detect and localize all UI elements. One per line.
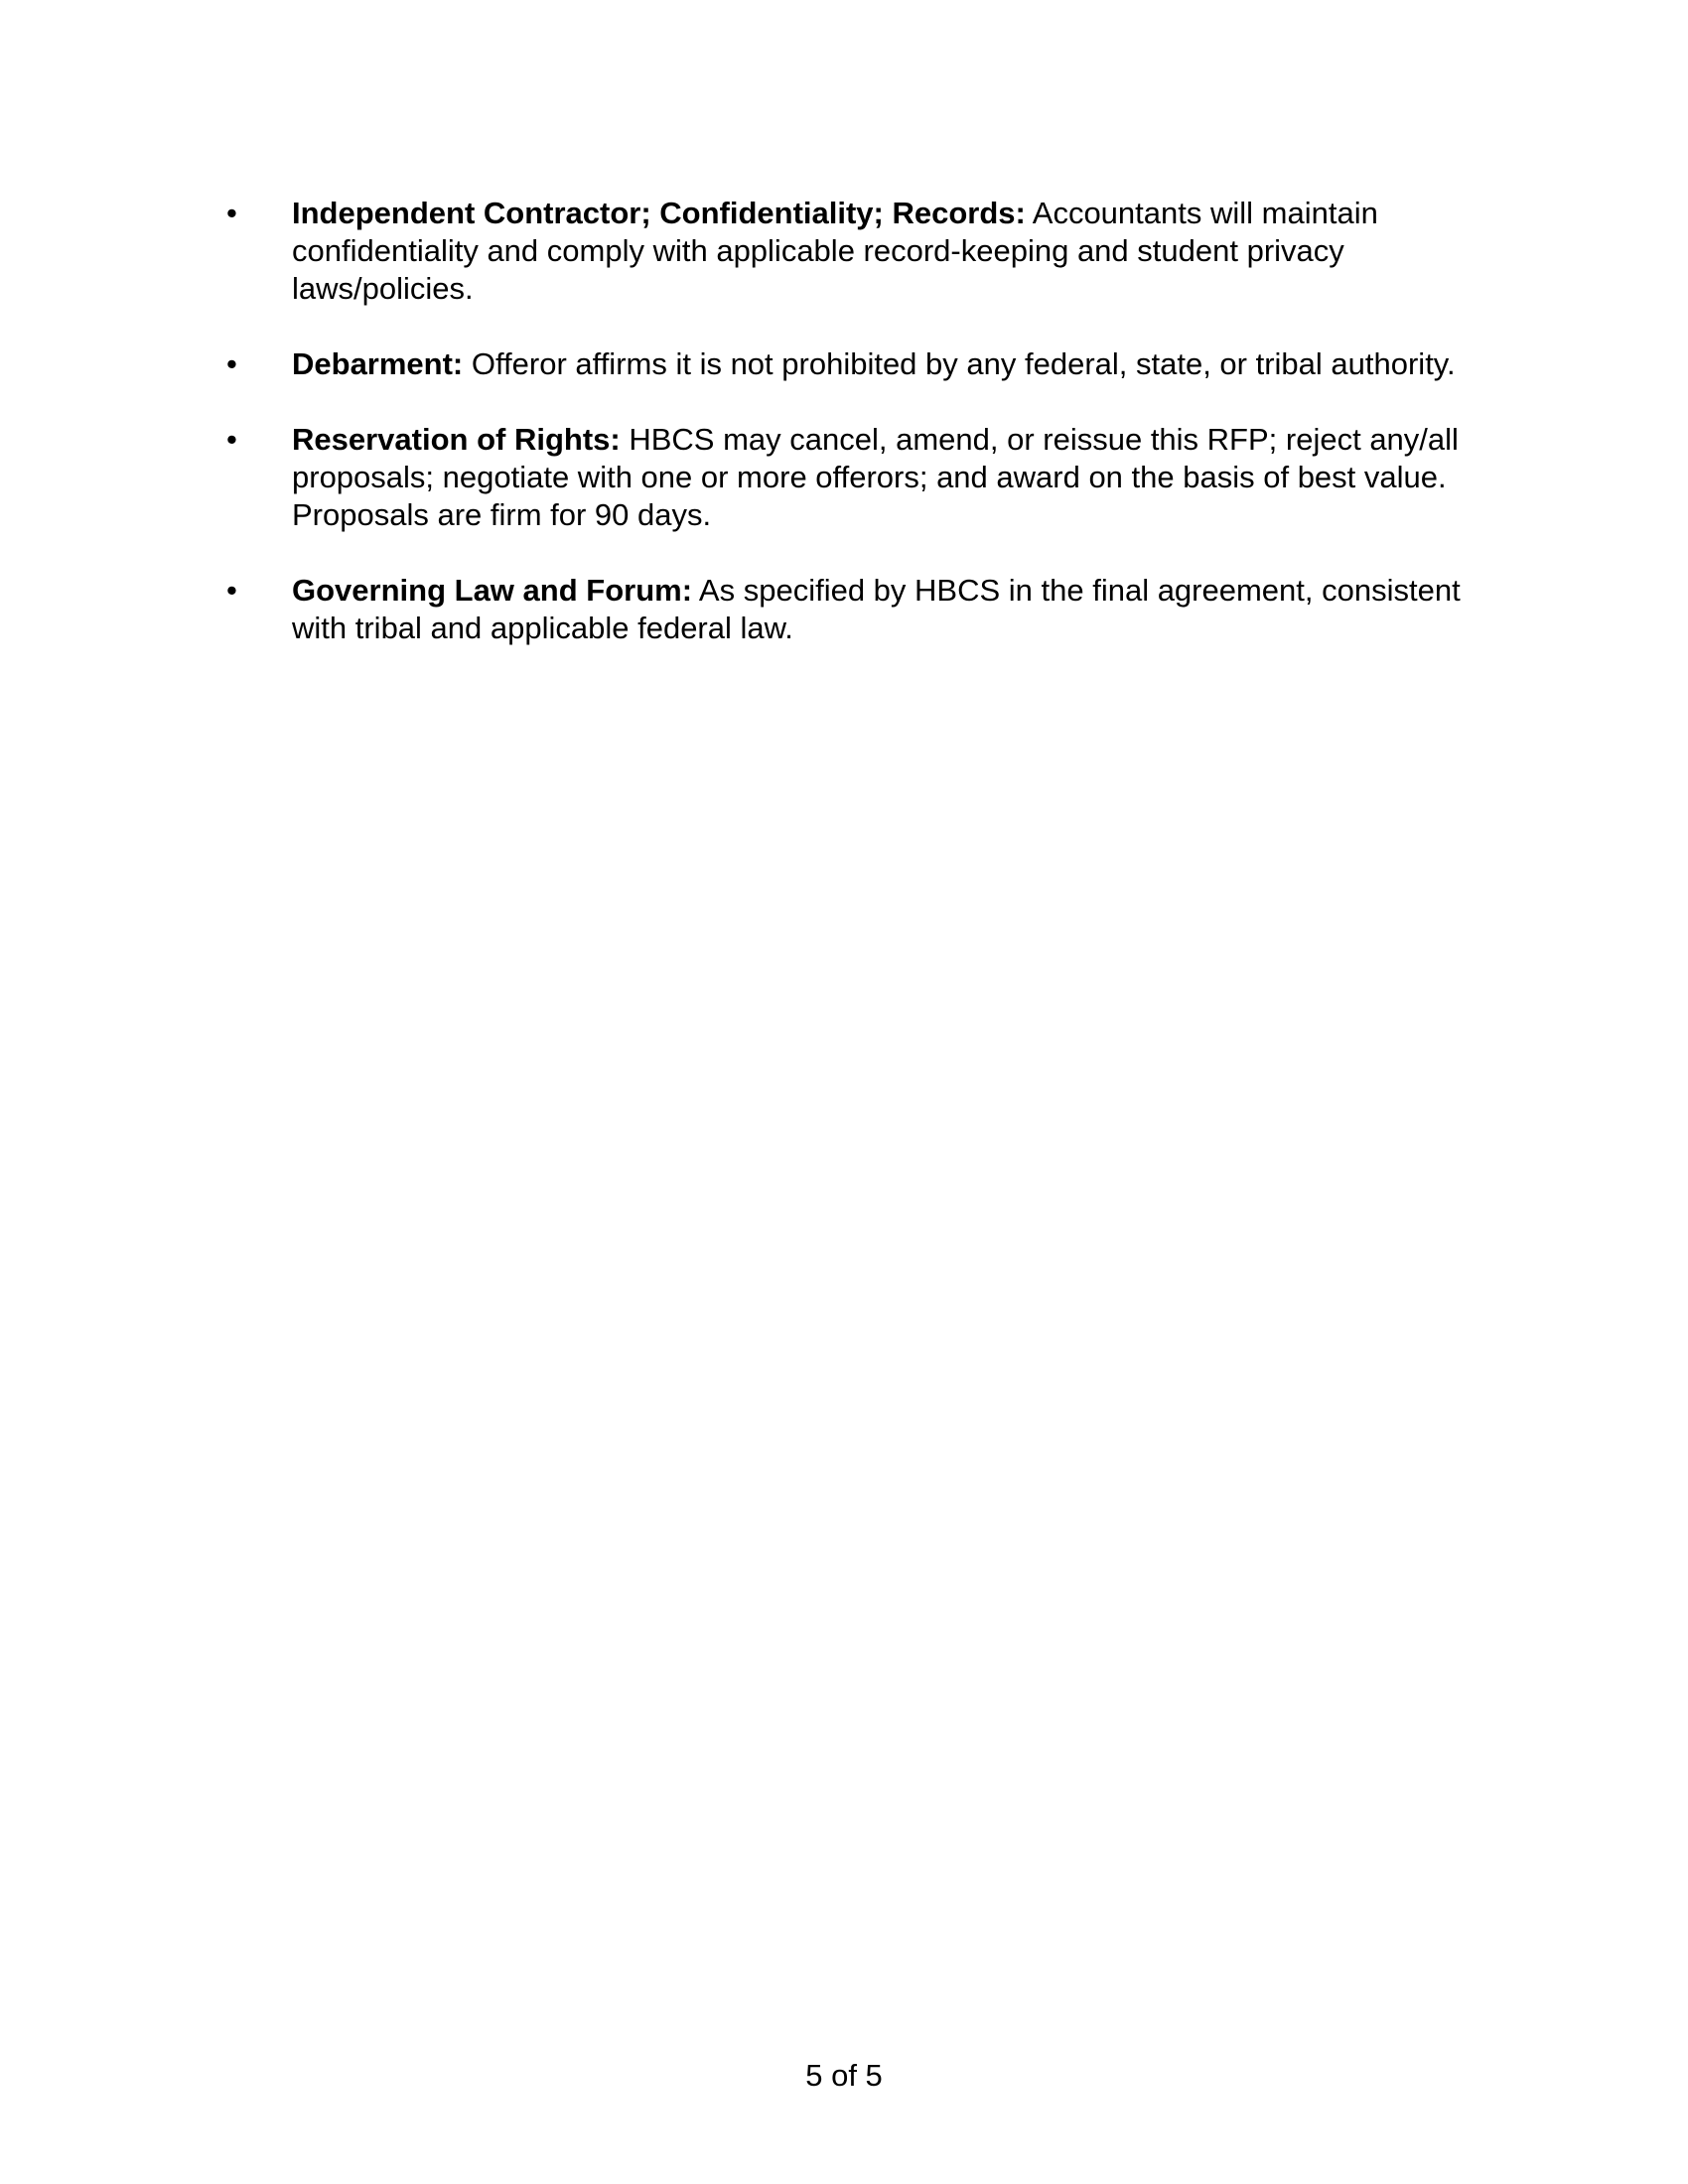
bullet-list [226,195,1468,685]
bullet-label: Independent Contractor; Confidentiality; Records: [292,196,1026,230]
bullet-icon: • [226,346,237,381]
bullet-icon: • [226,422,237,457]
bullet-text: As specified by HBCS in the final agreement, consistent with tribal and applicable federal law. [292,573,1461,645]
bullet-text: HBCS may cancel, amend, or reissue this RFP; reject any/all proposals; negotiate with one or more offerors; and award on the basis of best value. Proposals are firm for 90 days. [292,422,1459,532]
bullet-text: Accountants will maintain confidentiality and comply with applicable record-keeping and student privacy laws/policies. [292,196,1378,306]
list-item [226,195,1468,308]
bullet-label: Governing Law and Forum: [292,573,693,608]
list-item [226,421,1468,534]
bullet-icon: • [226,573,237,608]
page-number: 5 of 5 [805,2058,883,2093]
list-item [226,572,1468,647]
bullet-label: Debarment: [292,346,464,381]
bullet-text: Offeror affirms it is not prohibited by any federal, state, or tribal authority. [463,346,1456,381]
list-item [226,345,1468,383]
bullet-icon: • [226,196,237,230]
bullet-label: Reservation of Rights: [292,422,621,457]
